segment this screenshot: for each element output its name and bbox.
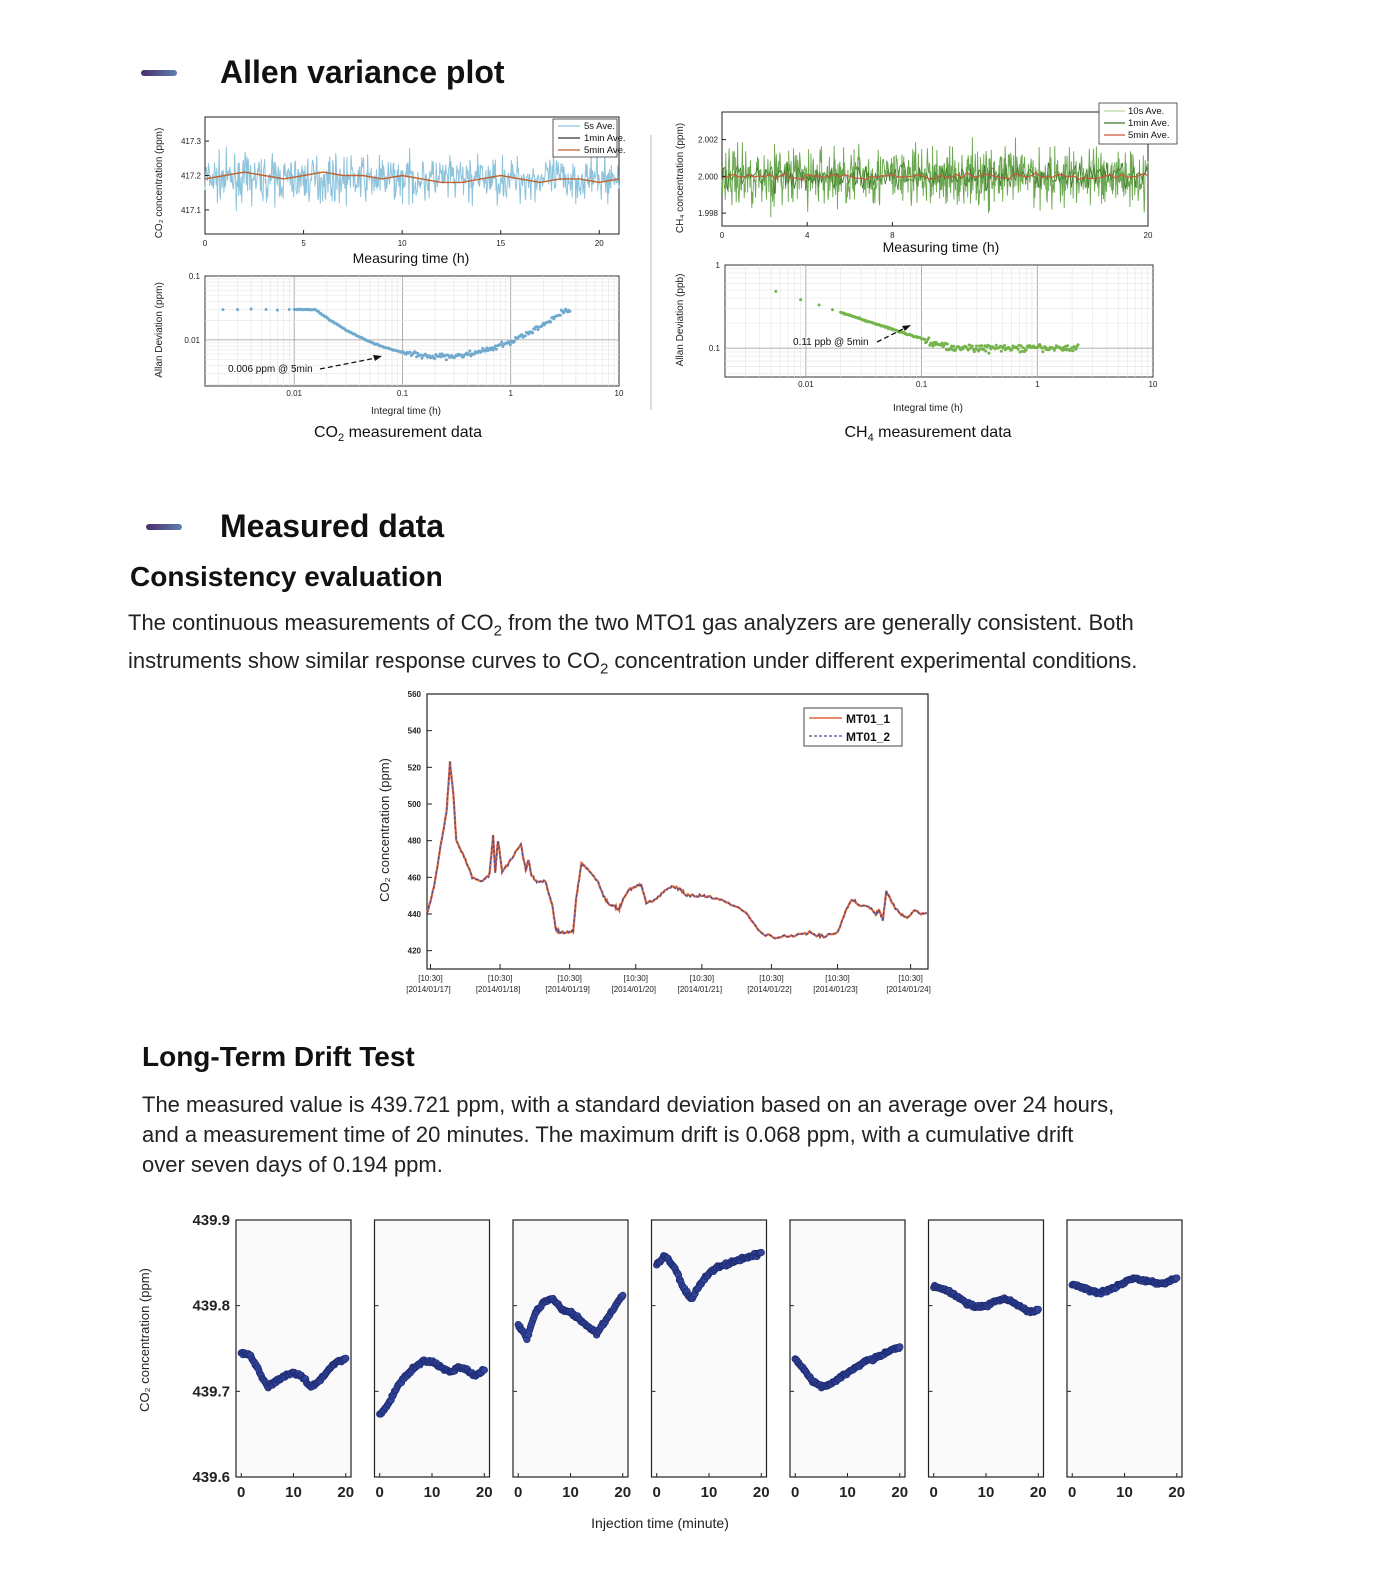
drift-point — [343, 1355, 350, 1362]
y-tick-label: 480 — [407, 836, 421, 846]
drift-point — [1174, 1275, 1181, 1282]
y-tick-label: 439.7 — [192, 1383, 230, 1401]
ch4-ts-xlabel: Measuring time (h) — [882, 239, 1000, 255]
allan-point — [954, 348, 957, 351]
drift-point — [620, 1292, 627, 1299]
allan-point — [500, 341, 503, 344]
y-tick-label: 417.1 — [180, 205, 201, 215]
drift-panel — [652, 1220, 770, 1501]
ch4-allan-chart — [665, 260, 1185, 445]
legend-5s: 5s Ave. — [584, 121, 615, 132]
allan-point — [1075, 348, 1078, 351]
consistency-title: Consistency evaluation — [130, 561, 443, 592]
x-tick-date: [2014/01/17] — [406, 985, 451, 994]
allan-point — [1066, 344, 1069, 347]
drift-panel — [236, 1220, 354, 1501]
legend-5min: 5min Ave. — [584, 145, 626, 156]
divider — [650, 135, 652, 410]
y-tick-label: 520 — [407, 763, 421, 773]
allan-point — [276, 309, 279, 312]
x-tick-label: [10:30] — [418, 974, 443, 983]
legend-1min-ch4: 1min Ave. — [1128, 118, 1170, 129]
y-tick-label: 1 — [715, 261, 720, 270]
x-tick-label: 10 — [562, 1484, 579, 1501]
drift-chart — [130, 1205, 1200, 1545]
allan-point — [975, 345, 978, 348]
allan-point — [923, 338, 926, 341]
y-tick-label: 2.002 — [697, 135, 718, 145]
ch4-ts-ylabel: CH₄ concentration (ppm) — [675, 122, 686, 234]
x-tick-date: [2014/01/19] — [545, 985, 590, 994]
drift-panel — [1067, 1220, 1185, 1501]
allan-point — [250, 308, 253, 311]
allan-point — [995, 344, 998, 347]
x-tick-label: 20 — [1168, 1484, 1186, 1501]
ch4-caption: $CH_4$ measurement data — [844, 424, 1012, 444]
co2-caption: $CO_2$ measurement data — [314, 424, 482, 444]
y-tick-label: 440 — [407, 910, 421, 919]
drift-panel — [790, 1220, 908, 1501]
consistency-chart — [370, 688, 940, 1008]
co2-ts-ylabel: CO₂ concentration (ppm) — [154, 127, 165, 239]
x-tick-label: 20 — [614, 1484, 632, 1501]
x-tick-date: [2014/01/24] — [886, 985, 931, 994]
y-tick-label: 0.01 — [184, 335, 200, 345]
x-tick-label: [10:30] — [825, 974, 850, 983]
allan-point — [433, 357, 436, 360]
section-title-measured: Measured data — [220, 508, 445, 544]
y-tick-label: 439.8 — [192, 1297, 230, 1315]
allan-point — [927, 336, 930, 339]
allan-point — [984, 350, 987, 353]
allan-point — [1041, 350, 1044, 353]
y-tick-label: 500 — [407, 800, 421, 809]
drift-panel — [375, 1220, 493, 1501]
legend-5min-ch4: 5min Ave. — [1128, 130, 1170, 141]
x-tick-date: [2014/01/23] — [813, 985, 858, 994]
ch4-ts-legend — [1099, 103, 1177, 144]
drift-point — [897, 1344, 904, 1351]
consistency-legend — [804, 708, 902, 746]
allan-point — [799, 298, 802, 301]
allan-point — [288, 308, 291, 311]
y-tick-label: 420 — [407, 946, 421, 956]
y-tick-label: 417.3 — [180, 137, 201, 147]
allan-point — [468, 349, 471, 352]
x-tick-date: [2014/01/22] — [747, 985, 792, 994]
allan-point — [513, 340, 516, 343]
co2-allan-xlabel: Integral time (h) — [370, 406, 442, 417]
legend-1min: 1min Ave. — [584, 133, 626, 144]
drift-panel-frame — [236, 1220, 351, 1477]
x-tick-label: 0.01 — [286, 389, 302, 398]
drift-point — [481, 1367, 488, 1374]
allan-point — [222, 308, 225, 311]
section-marker-2 — [146, 524, 182, 530]
x-tick-label: [10:30] — [557, 974, 582, 983]
y-tick-label: 0.1 — [708, 344, 720, 354]
x-tick-label: 0.01 — [798, 380, 814, 389]
x-tick-label: 0 — [514, 1484, 523, 1501]
drift-panel-frame — [375, 1220, 490, 1477]
x-tick-label: 20 — [1029, 1484, 1047, 1501]
x-tick-label: 10 — [977, 1484, 995, 1501]
x-tick-date: [2014/01/21] — [677, 985, 723, 994]
allan-point — [1003, 344, 1006, 347]
x-tick-label: 0 — [202, 239, 208, 248]
co2-allan-annotation: 0.006 ppm @ 5min — [228, 364, 313, 375]
drift-panel — [929, 1220, 1047, 1501]
co2-timeseries-chart — [148, 105, 628, 270]
x-tick-label: 0 — [1068, 1484, 1077, 1501]
allan-point — [445, 358, 448, 361]
x-tick-label: 0.1 — [396, 389, 409, 398]
y-tick-label: 0.1 — [188, 272, 200, 281]
x-tick-label: 15 — [496, 239, 506, 248]
x-tick-label: 10 — [1116, 1484, 1133, 1501]
y-tick-label: 439.6 — [192, 1469, 230, 1486]
y-tick-label: 560 — [407, 690, 421, 699]
x-tick-label: 10 — [423, 1484, 441, 1501]
ch4-timeseries-chart — [665, 100, 1185, 260]
allan-point — [818, 304, 821, 307]
ch4-allan-annotation: 0.11 ppb @ 5min — [793, 337, 869, 348]
allan-point — [946, 343, 949, 346]
drift-panel-frame — [513, 1220, 628, 1477]
x-tick-label: 10 — [1148, 380, 1158, 389]
x-tick-label: 4 — [804, 231, 810, 240]
x-tick-label: 20 — [337, 1484, 355, 1501]
allan-point — [980, 344, 983, 347]
allan-point — [1077, 343, 1080, 346]
x-tick-date: [2014/01/20] — [611, 985, 656, 994]
x-tick-label: 5 — [301, 239, 306, 248]
x-tick-label: 8 — [890, 231, 895, 240]
consistency-ylabel: CO₂ concentration (ppm) — [377, 758, 392, 902]
x-tick-label: 1 — [508, 389, 513, 398]
drift-title: Long-Term Drift Test — [142, 1041, 415, 1072]
x-tick-label: 20 — [594, 239, 604, 248]
co2-ts-xlabel: Measuring time (h) — [352, 250, 470, 266]
y-tick-label: 439.9 — [192, 1212, 230, 1229]
section-marker — [141, 70, 177, 76]
allan-point — [1017, 348, 1020, 351]
allan-point — [1025, 349, 1028, 352]
drift-point — [1035, 1306, 1042, 1313]
allan-point — [495, 348, 498, 351]
y-tick-label: 540 — [407, 726, 421, 736]
y-tick-label: 417.2 — [180, 171, 201, 181]
x-tick-label: [10:30] — [759, 974, 784, 983]
drift-point — [758, 1249, 765, 1256]
y-tick-label: 460 — [407, 873, 421, 883]
x-tick-label: 0 — [237, 1484, 246, 1501]
x-tick-label: 0.1 — [916, 380, 928, 389]
allan-point — [531, 332, 534, 335]
allan-point — [774, 290, 777, 293]
allan-point — [524, 334, 527, 337]
y-tick-label: 1.998 — [697, 209, 718, 219]
x-tick-label: [10:30] — [689, 974, 715, 983]
allan-point — [987, 352, 990, 355]
x-tick-label: 0 — [791, 1484, 800, 1501]
y-tick-label: 2.000 — [697, 172, 718, 182]
allan-point — [1000, 350, 1003, 353]
x-tick-label: 10 — [614, 389, 624, 398]
allan-point — [568, 310, 571, 313]
x-tick-label: [10:30] — [487, 974, 513, 983]
x-tick-label: 0 — [375, 1484, 384, 1501]
drift-ylabel: CO₂ concentration (ppm) — [137, 1268, 152, 1412]
allan-point — [509, 343, 512, 346]
x-tick-date: [2014/01/18] — [475, 985, 521, 994]
x-tick-label: 10 — [397, 239, 407, 248]
allan-point — [1071, 349, 1074, 352]
x-tick-label: 20 — [1143, 231, 1153, 240]
drift-xlabel: Injection time (minute) — [591, 1515, 729, 1531]
allan-point — [549, 321, 552, 324]
allan-point — [265, 308, 268, 311]
x-tick-label: 0 — [929, 1484, 938, 1501]
allan-point — [952, 345, 955, 348]
x-tick-label: 10 — [700, 1484, 718, 1501]
ch4-allan-ylabel: Allan Deviation (ppb) — [675, 273, 686, 367]
drift-panel-frame — [929, 1220, 1044, 1477]
x-tick-label: 20 — [475, 1484, 493, 1501]
co2-allan-chart — [148, 270, 628, 445]
legend-mt01-1: MT01_1 — [846, 712, 891, 726]
drift-panel-frame — [1067, 1220, 1182, 1477]
legend-10s: 10s Ave. — [1128, 106, 1165, 117]
x-tick-label: [10:30] — [898, 974, 923, 983]
x-tick-label: [10:30] — [623, 974, 648, 983]
legend-mt01-2: MT01_2 — [846, 730, 891, 744]
x-tick-label: 1 — [1035, 380, 1040, 389]
x-tick-label: 10 — [839, 1484, 856, 1501]
allan-point — [236, 308, 239, 311]
drift-text: The measured value is 439.721 ppm, with a standard deviation based on an average over 24 hours, and a measurement time of 20 minutes. The maximum drift is 0.068 ppm, with a cumulative drift over seven days of 0.194 ppm. — [142, 1092, 1115, 1177]
allan-point — [831, 308, 834, 311]
x-tick-label: 0 — [719, 231, 725, 240]
x-tick-label: 20 — [891, 1484, 909, 1501]
co2-allan-ylabel: Allan Deviation (ppm) — [154, 282, 165, 378]
x-tick-label: 20 — [752, 1484, 770, 1501]
consistency-text: The continuous measurements of $CO_2$ from the two MTO1 gas analyzers are generally consistent. Both instruments show similar response curves to $CO_2$ concentration under different experimental conditions. — [128, 610, 1138, 678]
x-tick-label: 10 — [285, 1484, 302, 1501]
ch4-allan-xlabel: Integral time (h) — [892, 403, 964, 414]
allan-point — [973, 350, 976, 353]
co2-ts-legend — [553, 119, 626, 157]
allan-point — [971, 345, 974, 348]
x-tick-label: 0 — [652, 1484, 661, 1501]
allan-point — [559, 314, 562, 317]
section-title-allan: Allen variance plot — [220, 54, 505, 90]
drift-panel — [513, 1220, 631, 1501]
